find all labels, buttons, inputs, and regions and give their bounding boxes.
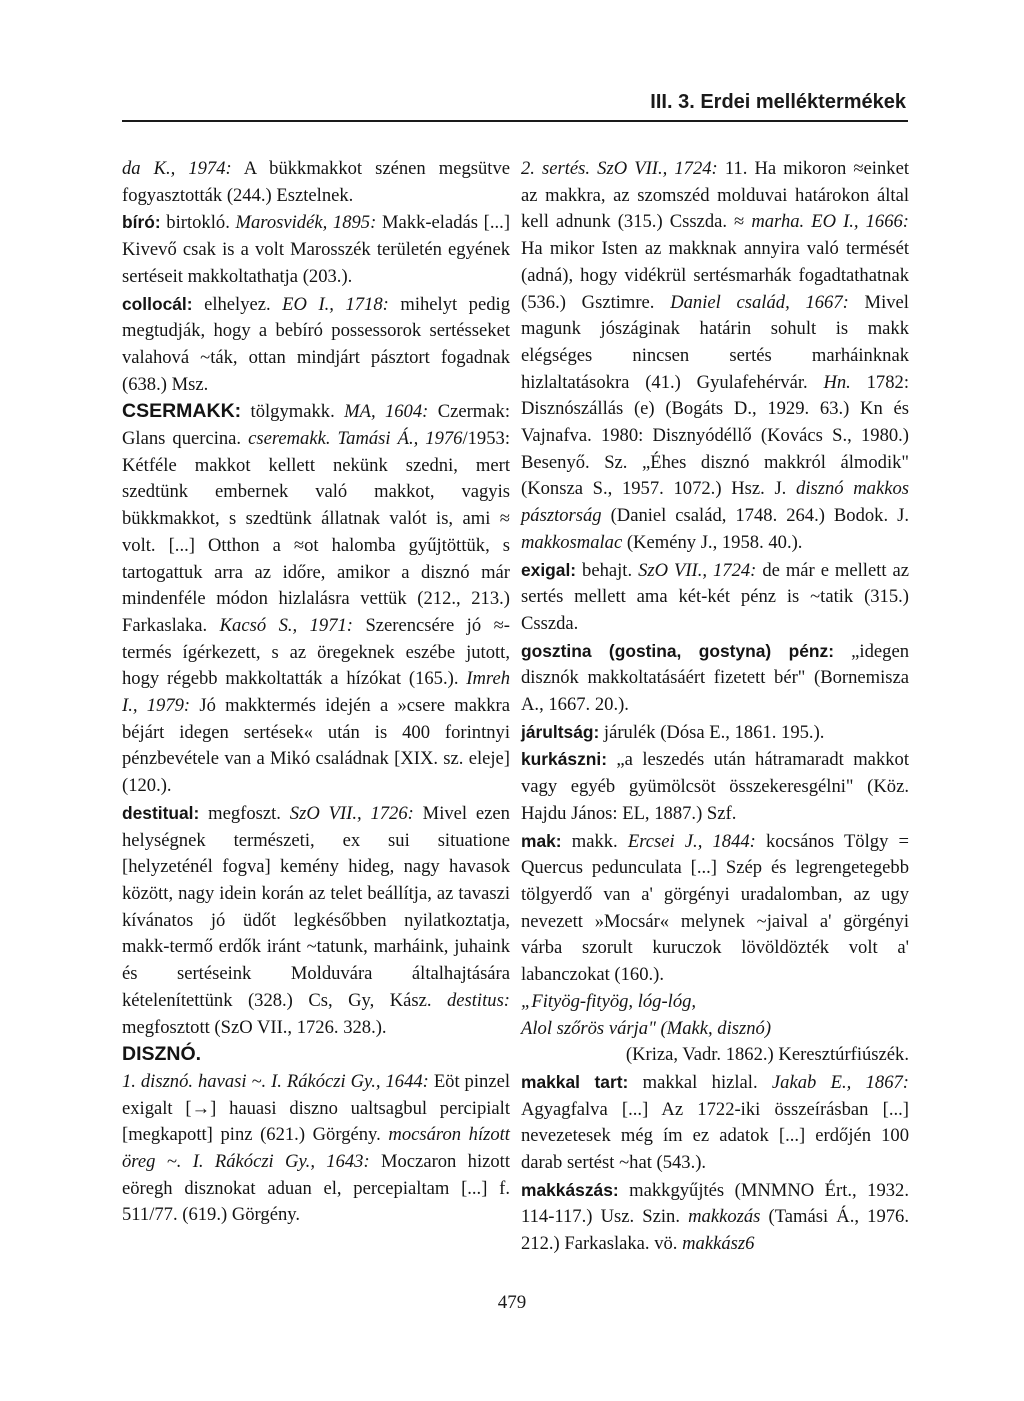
dictionary-entry [521,746,909,827]
entry-text: makkgyűjtés (MNMNO Ért., 1932. 114-117.) Usz. Szin. [521,1179,909,1228]
dictionary-entry [521,638,909,719]
entry-source: MA, 1604: [344,401,429,423]
entry-text: de már e mellett az sertés mellett ama két-két pénz is ~tatik (315.) Csszda. [521,559,909,634]
entry-text: behajt. [576,559,639,581]
entry-text: kocsános Tölgy = Quercus pedunculata [...] Szép és legrengetegebb tölgyerdő van a' görgényi uradalomban, az ugy nevezett »Mocsár« melynek ~jaival a' görgényi várba szorult kuruczok lövöldözték volt a' labanczokat (160.). [521,830,909,986]
page-number: 479 [497,1292,527,1313]
entry-headword: destitual: [122,802,200,823]
entry-headword-major: DISZNÓ. [122,1043,202,1066]
entry-headword: bíró: [122,212,161,233]
entry-text: megfosztott (SzO VII., 1726. 328.). [122,1016,387,1038]
entry-text: Ha mikor Isten az makknak annyira való termését (adná), hogy vidékrül sertésmarhák fogadtathatnak (536.) Gsztimre. [521,238,909,313]
left-column [122,156,510,1229]
dictionary-entry [122,1041,510,1069]
entry-headword: makkal tart: [521,1071,629,1092]
entry-text: Szerencsére jó ≈-termés ígérkezett, s az öregeknek eszébe jutott, hogy régebb makkoltatták a hízókat (165.). [122,614,510,690]
entry-text: (Tamási Á., 1976. 212.) Farkaslaka. vö. [521,1206,909,1255]
entry-source: marha. EO I., 1666: [751,211,909,233]
entry-source: Daniel család, 1667: [670,291,849,313]
entry-text: elhelyez. [192,293,283,315]
verse-citation: (Kriza, Vadr. 1862.) Keresztúrfiúszék. [625,1044,909,1066]
entry-headword: gosztina (gostina, gostyna) pénz: [521,640,834,661]
entry-headword: exigal: [521,559,577,580]
entry-source: Hn. [823,371,851,393]
entry-source: makkász6 [682,1233,755,1255]
entry-text: járulék (Dósa E., 1861. 195.). [599,721,825,743]
right-column [521,156,909,1258]
entry-text: Makk-eladás [...] Kivevő csak is a volt Marosszék területén egyének sertéseit makkoltathatja (203.). [122,212,511,287]
dictionary-entry [521,1069,909,1177]
entry-text: 11. Ha mikoron ≈einket az makkra, az szomszéd molduvai határokon által kell adnunk (315.) Csszda. ≈ [521,158,909,233]
entry-source: Marosvidék, 1895: [235,212,377,234]
entry-text: Eöt pinzel exigalt [→] hauasi diszno ualtsagbul percipialt [megkapott] pinz (621.) Görgény. [122,1070,510,1146]
dictionary-entry [122,209,510,290]
dictionary-entry [521,719,909,747]
section-title: III. 3. Erdei melléktermékek [650,91,906,113]
entry-text: mihelyt pedig megtudják, hogy a bebíró possessorok sertésseket valahová ~ták, ottan mindjárt pásztort fogadnak (638.) Msz. [122,293,510,395]
entry-text: makk. [561,830,628,852]
entry-source: SzO VII., 1724: [638,559,757,581]
entry-headword: járultság: [521,721,600,742]
dictionary-entry [122,291,510,399]
entry-source: 1. disznó. havasi ~. I. Rákóczi Gy., 1644: [122,1070,429,1092]
entry-source: da K., 1974: [122,158,232,179]
dictionary-entry [122,398,510,800]
entry-source: SzO VII., 1726: [289,802,414,824]
entry-text: (Daniel család, 1748. 264.) Bodok. J. [601,505,909,527]
entry-text: 1782: Disznószállás (e) (Bogáts D., 1929. 63.) Kn és Vajnafva. 1980: Disznyódéllő (Kovács S., 1980.) Besenyő. Sz. „Éhes disznó makkról álmodik" (Konsza S., 1957. 1072.) Hsz. J. [521,371,909,500]
entry-source: 2. sertés. SzO VII., 1724: [521,158,718,179]
entry-source: EO I., 1718: [282,293,389,315]
dictionary-entry [122,1069,510,1229]
verse-line: Alol szőrös várja" (Makk, disznó) [521,1017,772,1039]
entry-text: (Kemény J., 1958. 40.). [622,531,803,553]
header-rule [122,120,908,122]
entry-source: mocsáron hízott öreg ~. I. Rákóczi Gy., 1643: [122,1124,510,1173]
running-header [0,86,1024,126]
entry-text: Mivel ezen helységnek természeti, ex sui situatione [helyzeténél fogva] kemény hideg, nagy havasok között, nagy idein korán az telet beállítja, az tavaszi kívánatos jó üdőt legkésőbben nyilatkoztatja, makk-termő erdők iránt ~tatunk, marháink, juhaink és sertéseink Molduvára általhajtására kételenítettünk (328.) Cs, Gy, Kász. [122,802,510,1011]
entry-headword: collocál: [122,293,193,314]
entry-source: Kacsó S., 1971: [219,614,353,636]
entry-text: Agyagfalva [...] Az 1722-iki összeírásban [...] nevezetesek még ím ez adatok [...] erdőjén 100 darab sertést ~hat (543.). [521,1098,909,1174]
entry-text: Moczaron hizott eöregh disznokat aduan el, percepialtam [...] f. 511/77. (619.) Görgény. [122,1151,511,1226]
entry-text: Czermak: Glans quercina. [122,401,510,450]
entry-headword: kurkászni: [521,749,608,770]
entry-source: disznó makkos pásztorság [521,478,909,527]
entry-text: A bükkmakkot szénen megsütve fogyasztották (244.) Esztelnek. [122,158,510,206]
entry-headword: makkászás: [521,1179,619,1200]
dictionary-entry [521,828,909,989]
entry-text: „idegen disznók makkoltatásáért fizetett bér" (Bornemisza A., 1667. 20.). [521,640,909,716]
entry-source: cseremakk. Tamási Á., 1976 [248,428,463,450]
dictionary-entry [521,557,909,638]
dictionary-entry [122,800,510,1041]
entry-text: /1953: Kétféle makkot kellett nekünk szedni, mert szedtünk embernek való makkot, vagyis bükkmakkot, s szedtünk állatnak valót is, ami ≈ volt. [...] Otthon a ≈ot halomba gyűjtöttük, s tartogattuk arra az időre, amikor a disznó már mindenféle módon hizlalásra vettük (212., 213.) Farkaslaka. [122,428,510,636]
entry-text: „a leszedés után hátramaradt makkot vagy egyéb gyümölcsöt összekeresgélni" (Köz. Hajdu János: EL, 1887.) Szf. [521,749,909,824]
entry-source: makkosmalac [521,531,623,553]
entry-text: megfoszt. [199,802,290,824]
entry-text: makkal hizlal. [628,1071,772,1093]
entry-source: makkozás [688,1206,761,1228]
dictionary-entry [521,156,909,557]
entry-headword: mak: [521,830,562,851]
entry-text: tölgymakk. [241,401,345,423]
entry-source: destitus: [446,989,510,1011]
dictionary-entry [122,156,510,209]
verse-line: „Fityög-fityög, lóg-lóg, [521,990,697,1012]
entry-headword-major: CSERMAKK: [122,400,242,423]
entry-source: Ercsei J., 1844: [627,830,756,852]
entry-source: Imreh I., 1979: [122,668,510,717]
entry-source: Jakab E., 1867: [771,1071,909,1093]
entry-text: birtokló. [160,212,236,234]
dictionary-entry [521,1177,909,1258]
entry-text: Jó makktermés idején a »csere makkra béjárt idegen sertések« után is 400 forintnyi pénzbevétele van a Mikó családnak [XIX. sz. eleje] (120.). [122,695,510,797]
entry-text: Mivel magunk jószáginak határin sohult is makk elégséges nincsen sertés marháinknak hizlaltatásokra (41.) Gyulafehérvár. [521,291,909,393]
